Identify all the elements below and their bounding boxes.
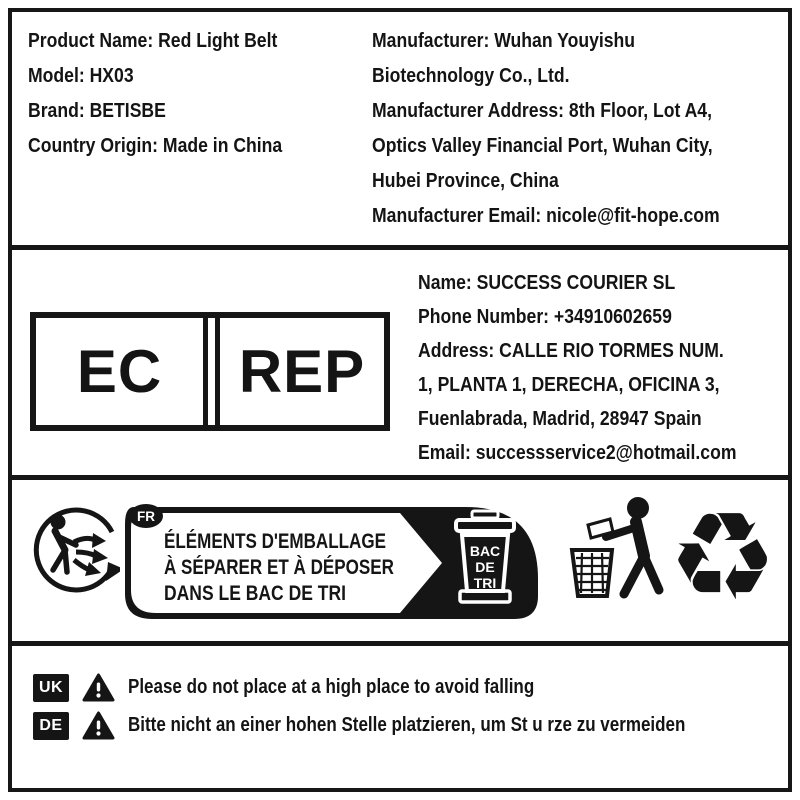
bac-de-tri-label: DE: [475, 559, 495, 575]
manufacturer-address-line: Manufacturer Address: 8th Floor, Lot A4,: [372, 100, 712, 122]
fr-badge: FR: [137, 509, 155, 524]
eu-rep-email-line: Email: successservice2@hotmail.com: [418, 442, 737, 464]
tidyman-icon: [564, 492, 678, 610]
warnings-section: [12, 646, 788, 773]
eu-rep-contact-column: [418, 266, 780, 470]
eu-rep-address-line: Address: CALLE RIO TORMES NUM.: [418, 340, 724, 362]
ec-rep-section: [12, 250, 788, 480]
country-badge-de: DE: [33, 712, 69, 740]
warning-triangle-icon: [82, 673, 115, 702]
model-line: Model: HX03: [28, 65, 134, 87]
warning-text: Please do not place at a high place to avoid falling: [128, 676, 535, 698]
manufacturer-address-line: Optics Valley Financial Port, Wuhan City,: [372, 135, 713, 157]
recycle-icon: ♻: [668, 486, 778, 628]
bac-de-tri-label: TRI: [473, 575, 497, 591]
country-badge-uk: UK: [33, 674, 69, 702]
ec-rep-symbol: [30, 312, 390, 431]
rep-box: REP: [215, 318, 384, 425]
warning-row: [33, 673, 788, 702]
warning-triangle-icon: [82, 711, 115, 740]
warning-row: [33, 711, 788, 740]
warning-text: Bitte nicht an einer hohen Stelle platzieren, um St u rze zu vermeiden: [128, 714, 686, 736]
ec-rep-divider: [208, 318, 215, 425]
product-info-column: [28, 24, 372, 245]
product-label: [8, 8, 792, 792]
banner-line: À SÉPARER ET À DÉPOSER: [164, 556, 394, 579]
bac-de-tri-label: BAC: [469, 543, 501, 559]
ec-box: EC: [36, 318, 208, 425]
manufacturer-line: Biotechnology Co., Ltd.: [372, 65, 570, 87]
banner-line: ÉLÉMENTS D'EMBALLAGE: [164, 530, 386, 553]
banner-line: DANS LE BAC DE TRI: [164, 582, 346, 605]
country-origin-line: Country Origin: Made in China: [28, 135, 283, 157]
brand-line: Brand: BETISBE: [28, 100, 166, 122]
recycling-section: [12, 480, 788, 646]
eu-rep-name-line: Name: SUCCESS COURIER SL: [418, 272, 676, 294]
eu-rep-address-line: 1, PLANTA 1, DERECHA, OFICINA 3,: [418, 374, 720, 396]
product-name-line: Product Name: Red Light Belt: [28, 30, 278, 52]
manufacturer-email-line: Manufacturer Email: nicole@fit-hope.com: [372, 205, 720, 227]
eu-rep-phone-line: Phone Number: +34910602659: [418, 306, 672, 328]
product-info-section: [12, 12, 788, 250]
fr-packaging-banner: [114, 504, 542, 622]
manufacturer-line: Manufacturer: Wuhan Youyishu: [372, 30, 636, 52]
triman-icon: [32, 498, 120, 602]
manufacturer-info-column: [372, 24, 788, 245]
manufacturer-address-line: Hubei Province, China: [372, 170, 559, 192]
eu-rep-address-line: Fuenlabrada, Madrid, 28947 Spain: [418, 408, 702, 430]
